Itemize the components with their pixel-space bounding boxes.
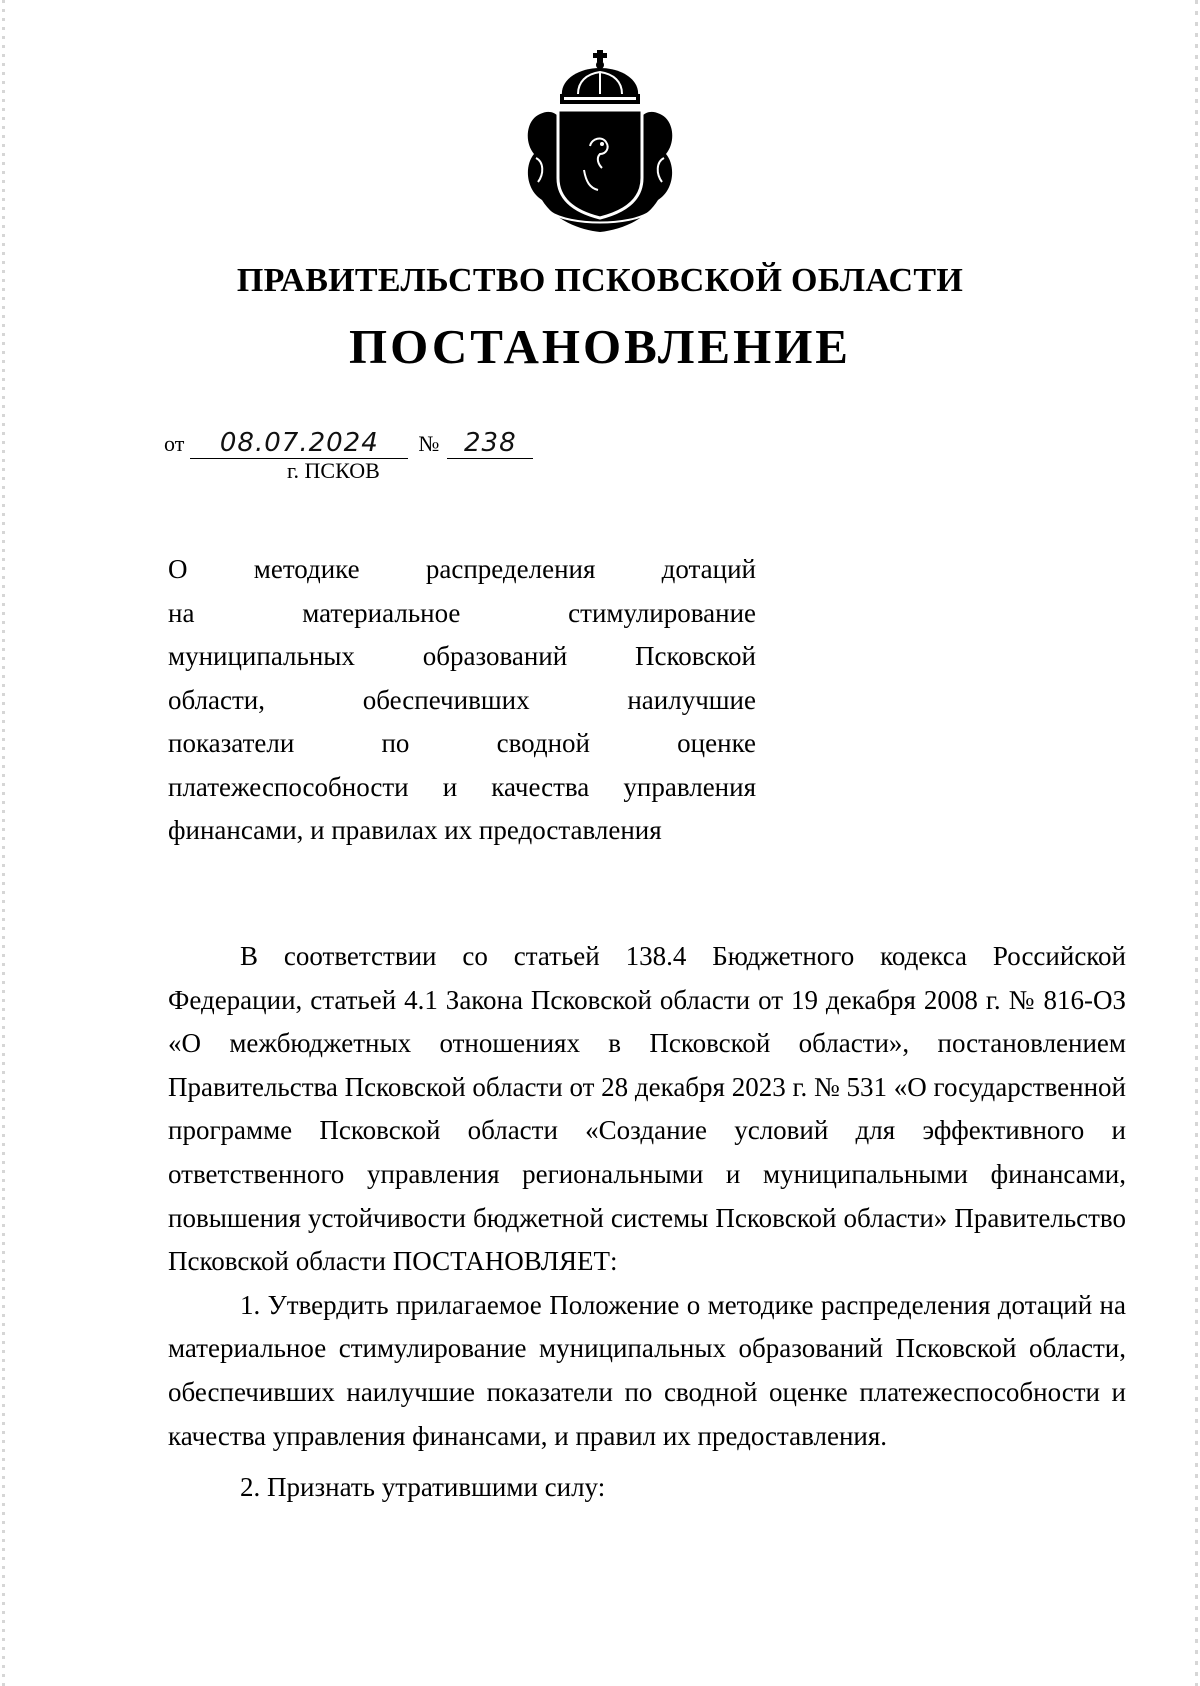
subject-line: области, обеспечивших наилучшие bbox=[168, 684, 756, 715]
clause-1: 1. Утвердить прилагаемое Положение о методике распределения дотаций на материальное стимулирование муниципальных образований Псковской области, обеспечивших наилучшие показатели по сводной оценке платежеспособности и качества управления финансами, и правил их предоставления. bbox=[168, 1289, 1126, 1451]
subject-line: финансами, и правилах их предоставления bbox=[168, 815, 662, 845]
document-type-title: ПОСТАНОВЛЕНИЕ bbox=[349, 319, 851, 374]
subject-line: показатели по сводной оценке bbox=[168, 728, 756, 758]
city-label: г. ПСКОВ bbox=[287, 458, 380, 483]
pskov-coat-of-arms-icon bbox=[520, 50, 680, 235]
subject-line: О методике распределения дотаций bbox=[168, 554, 756, 584]
preamble-paragraph: В соответствии со статьей 138.4 Бюджетного кодекса Российской Федерации, статьей 4.1 Закона Псковской области от 19 декабря 2008 г. № 816-ОЗ «О межбюджетных отношениях в Псковской области», постановлением Правительства Псковской области от 28 декабря 2023 г. № 531 «О государственной программе Псковской области «Создание условий для эффективного и ответственного управления региональными и муниципальными финансами, повышения устойчивости бюджетной системы Псковской области» Правительство Псковской области ПОСТАНОВЛЯЕТ: bbox=[168, 941, 1126, 1277]
subject-line: муниципальных образований Псковской bbox=[168, 641, 756, 671]
date-value: 08.07.2024 bbox=[190, 428, 408, 459]
document-subject bbox=[168, 548, 756, 853]
clause-2: 2. Признать утратившими силу: bbox=[240, 1472, 606, 1503]
subject-line: на материальное стимулирование bbox=[168, 597, 756, 628]
organization-title: ПРАВИТЕЛЬСТВО ПСКОВСКОЙ ОБЛАСТИ bbox=[236, 262, 964, 299]
date-number-line bbox=[164, 428, 533, 459]
subject-line: платежеспособности и качества управления bbox=[168, 771, 756, 802]
scan-edge-right bbox=[1195, 0, 1198, 1686]
scan-edge-left bbox=[2, 0, 5, 1686]
number-label: № bbox=[418, 431, 440, 456]
document-body bbox=[168, 935, 1126, 1510]
number-value: 238 bbox=[447, 428, 533, 459]
date-label: от bbox=[164, 431, 185, 456]
